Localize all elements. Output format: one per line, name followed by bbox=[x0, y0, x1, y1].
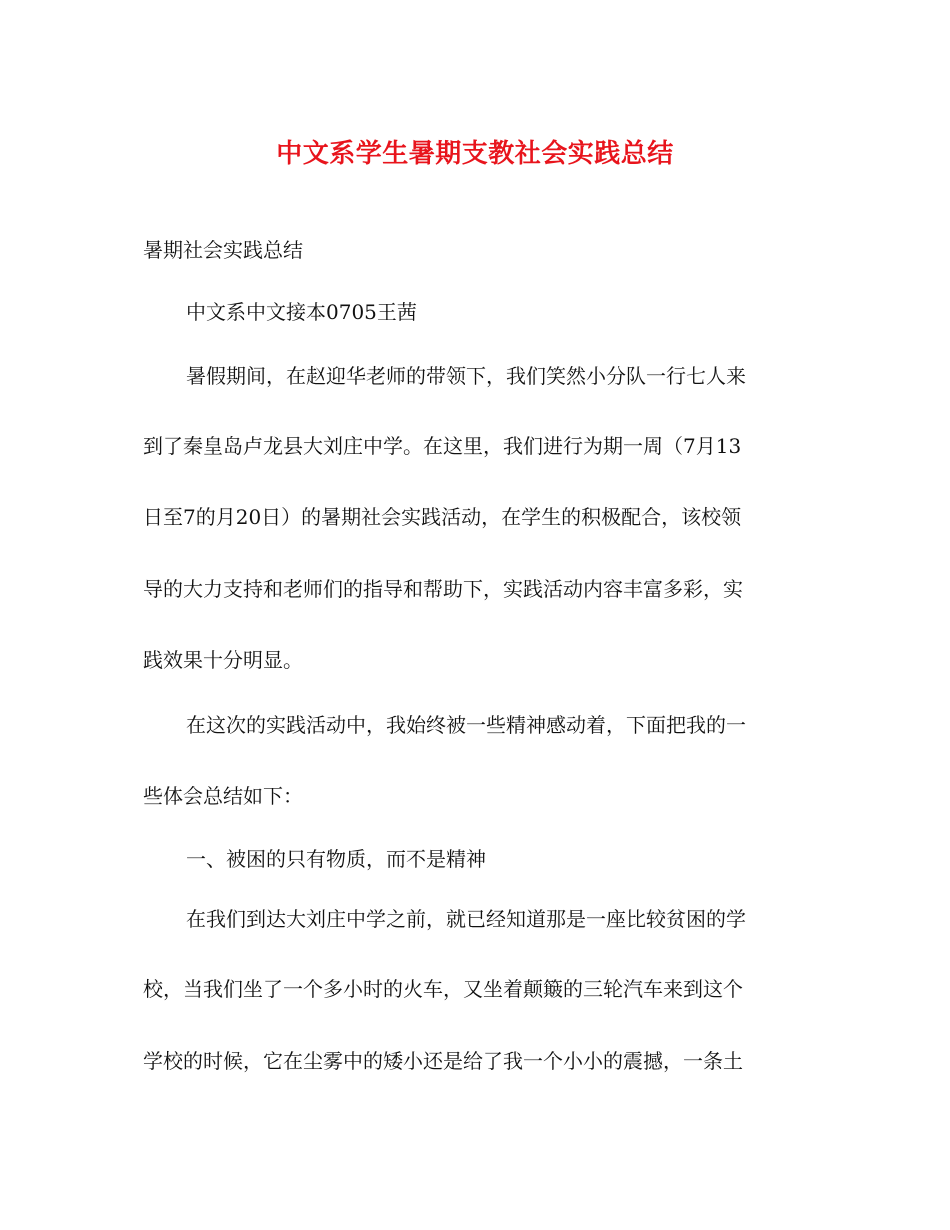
paragraph-line: 日至7的月20日）的暑期社会实践活动，在学生的积极配合，该校领 bbox=[143, 505, 742, 529]
paragraph-line: 学校的时候，它在尘雾中的矮小还是给了我一个小小的震撼，一条土 bbox=[143, 1049, 743, 1073]
document-title: 中文系学生暑期支教社会实践总结 bbox=[276, 139, 674, 169]
section-heading: 暑期社会实践总结 bbox=[143, 238, 303, 262]
subsection-heading: 一、被困的只有物质，而不是精神 bbox=[186, 847, 486, 871]
paragraph-line: 些体会总结如下： bbox=[143, 784, 303, 808]
paragraph-line: 践效果十分明显。 bbox=[143, 648, 303, 672]
paragraph-line: 在这次的实践活动中，我始终被一些精神感动着，下面把我的一 bbox=[186, 713, 746, 737]
paragraph-line: 导的大力支持和老师们的指导和帮助下，实践活动内容丰富多彩，实 bbox=[143, 577, 743, 601]
paragraph-line: 到了秦皇岛卢龙县大刘庄中学。在这里，我们进行为期一周（7月13 bbox=[143, 434, 742, 458]
author-line: 中文系中文接本0705王茜 bbox=[186, 300, 417, 324]
paragraph-line: 暑假期间，在赵迎华老师的带领下，我们笑然小分队一行七人来 bbox=[186, 364, 746, 388]
paragraph-line: 校，当我们坐了一个多小时的火车，又坐着颠簸的三轮汽车来到这个 bbox=[143, 977, 743, 1001]
paragraph-line: 在我们到达大刘庄中学之前，就已经知道那是一座比较贫困的学 bbox=[186, 907, 746, 931]
